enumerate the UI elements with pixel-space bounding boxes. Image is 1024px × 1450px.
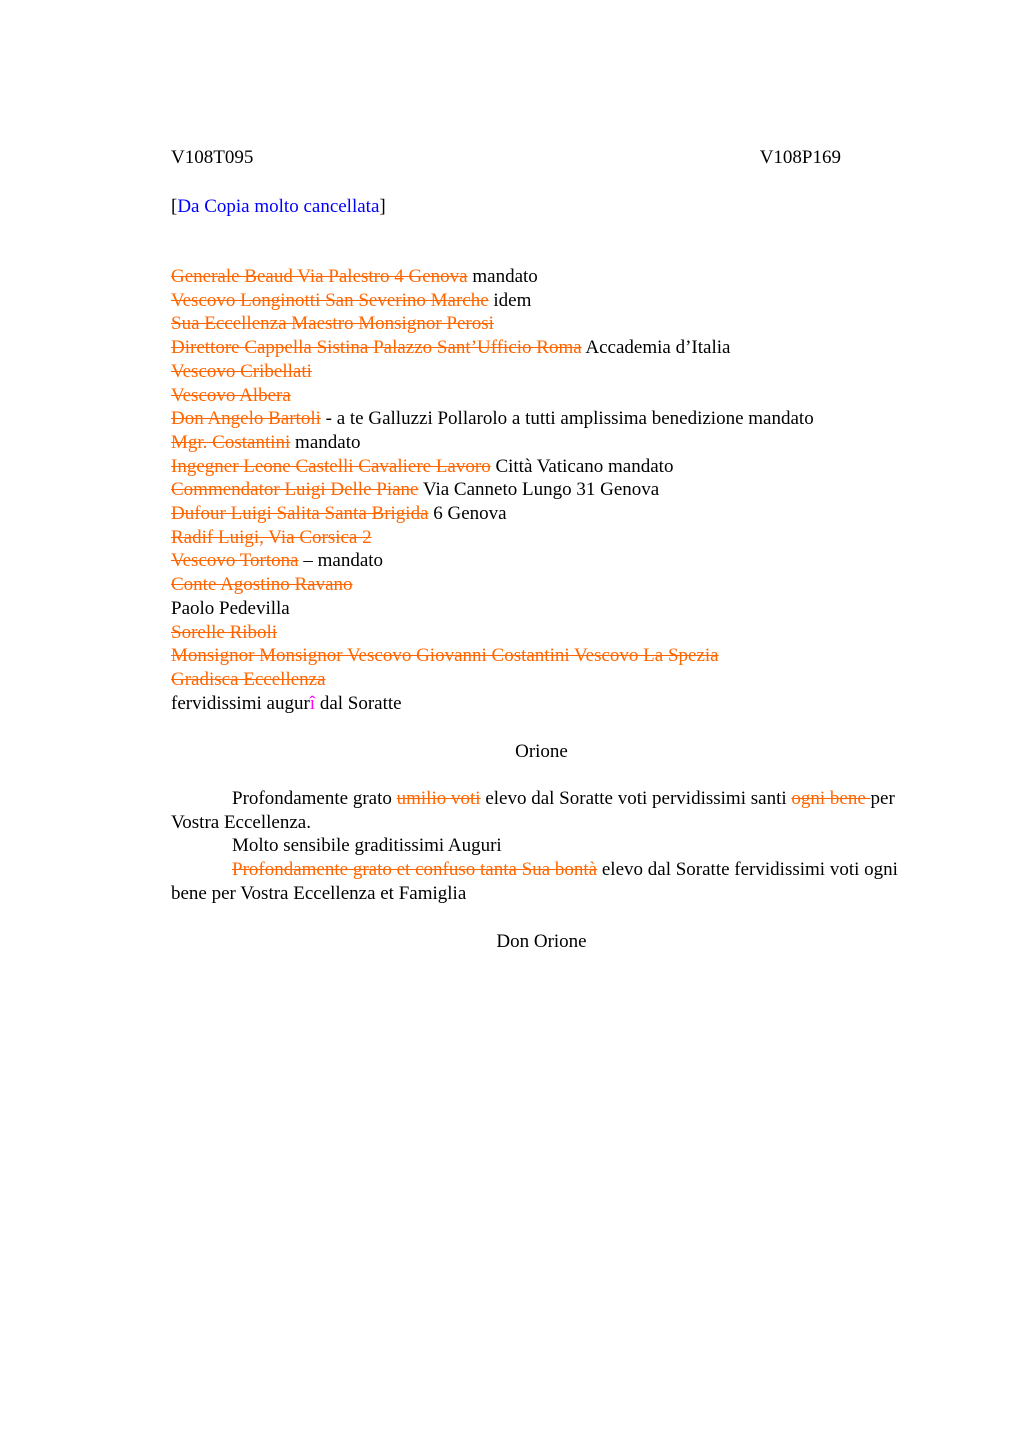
- struck-text: Gradisca Eccellenza: [171, 668, 326, 690]
- address-line: [171, 360, 926, 384]
- address-line: [171, 573, 926, 597]
- greeting-after: dal Soratte: [315, 692, 402, 714]
- source-note-close-bracket: ]: [379, 196, 386, 217]
- document-header: [171, 146, 841, 170]
- plain-text: Paolo Pedevilla: [171, 597, 290, 619]
- struck-text: Dufour Luigi Salita Santa Brigida: [171, 503, 429, 525]
- struck-text: Vescovo Albera: [171, 384, 291, 406]
- struck-text: Generale Beaud Via Palestro 4 Genova: [171, 266, 468, 287]
- plain-text: mandato: [467, 266, 538, 287]
- address-line: [171, 431, 926, 455]
- address-list: [171, 265, 926, 715]
- address-line: [171, 289, 926, 313]
- plain-text: mandato: [290, 431, 361, 453]
- signature-don-orione: Don Orione: [496, 931, 587, 952]
- plain-text: idem: [488, 289, 532, 311]
- plain-text: – mandato: [298, 550, 384, 572]
- address-line: [171, 549, 926, 573]
- body-p1-b: elevo dal Soratte voti pervidissimi santi: [480, 788, 792, 809]
- address-line: [171, 478, 926, 502]
- source-note: [171, 195, 386, 219]
- greeting-before: fervidissimi augur: [171, 692, 310, 714]
- plain-text: Città Vaticano mandato: [490, 455, 674, 477]
- struck-text: Sorelle Riboli: [171, 621, 278, 643]
- struck-text: Monsignor Monsignor Vescovo Giovanni Costantini Vescovo La Spezia: [171, 645, 719, 667]
- address-line: [171, 502, 926, 526]
- struck-text: Commendator Luigi Delle Piane: [171, 479, 419, 501]
- body-p1-struck1: umilio voti: [396, 788, 481, 809]
- body-p3-a: elevo dal Soratte fervidissimi voti ogni bene per Vostra Eccellenza et Famiglia: [171, 859, 898, 904]
- body-paragraph-1: [171, 787, 926, 834]
- greeting-line: [171, 692, 926, 716]
- address-line: [171, 644, 926, 668]
- struck-text: Vescovo Tortona: [171, 550, 299, 572]
- struck-text: Mgr. Costantini: [171, 431, 291, 453]
- address-line: [171, 312, 926, 336]
- address-line: [171, 455, 926, 479]
- body-paragraph-2: Molto sensibile graditissimi Auguri: [232, 835, 502, 857]
- greeting-accent: î: [309, 692, 316, 714]
- body-paragraph-3: [171, 858, 926, 905]
- struck-text: Ingegner Leone Castelli Cavaliere Lavoro: [171, 455, 491, 477]
- source-note-open-bracket: [: [171, 196, 178, 217]
- signature-orione: Orione: [515, 741, 568, 762]
- struck-text: Don Angelo Bartoli: [171, 408, 321, 430]
- plain-text: Via Canneto Lungo 31 Genova: [418, 479, 660, 501]
- struck-text: Vescovo Longinotti San Severino Marche: [171, 289, 489, 311]
- body-p3-struck: Profondamente grato et confuso tanta Sua bontà: [232, 859, 598, 881]
- struck-text: Conte Agostino Ravano: [171, 574, 353, 596]
- body-p1-struck2: ogni bene: [791, 788, 871, 809]
- address-line: [171, 407, 926, 431]
- address-line: [171, 597, 926, 621]
- plain-text: Accademia d’Italia: [581, 337, 731, 359]
- plain-text: 6 Genova: [428, 503, 507, 525]
- struck-text: Radif Luigi, Via Corsica 2: [171, 526, 372, 548]
- address-line: [171, 265, 926, 289]
- body-p1-c: per Vostra Eccellenza.: [171, 788, 895, 833]
- document-code-right: V108P169: [759, 147, 841, 168]
- struck-text: Direttore Cappella Sistina Palazzo Sant’Ufficio Roma: [171, 337, 582, 359]
- struck-text: Vescovo Cribellati: [171, 360, 312, 382]
- document-code-left: V108T095: [171, 147, 254, 168]
- plain-text: - a te Galluzzi Pollarolo a tutti amplissima benedizione mandato: [320, 408, 814, 430]
- body-p1-a: Profondamente grato: [232, 788, 397, 809]
- address-line: [171, 336, 926, 360]
- address-line: [171, 621, 926, 645]
- address-line: [171, 384, 926, 408]
- struck-text: Sua Eccellenza Maestro Monsignor Perosi: [171, 313, 494, 335]
- address-line: [171, 668, 926, 692]
- telegram-body: [171, 787, 926, 906]
- source-note-text: Da Copia molto cancellata: [177, 196, 380, 217]
- address-line: [171, 526, 926, 550]
